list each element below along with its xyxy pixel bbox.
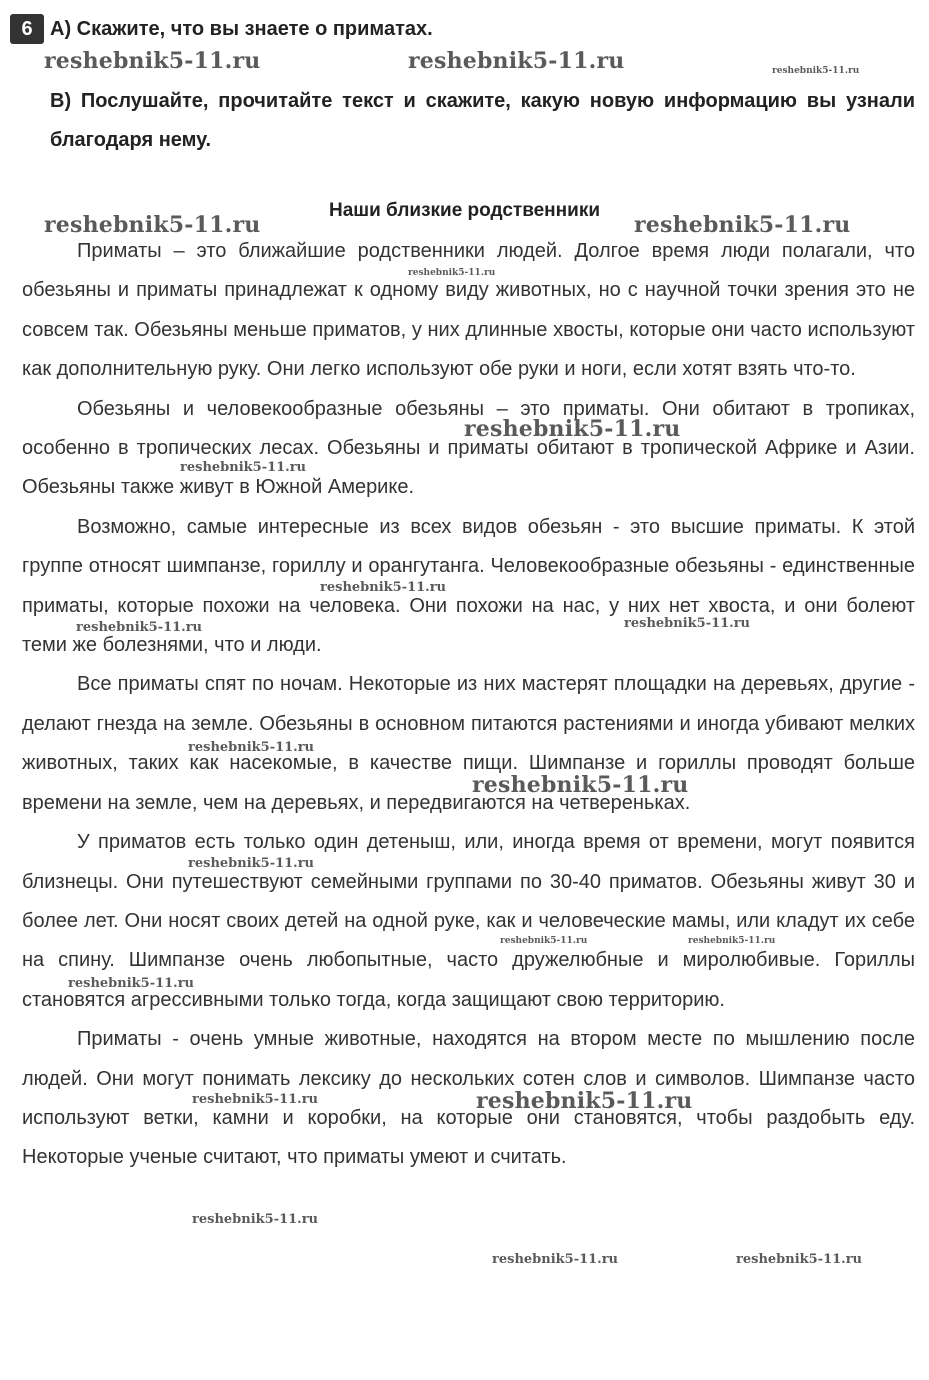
watermark: reshebnik5-11.ru: [472, 772, 689, 798]
watermark: reshebnik5-11.ru: [68, 976, 195, 991]
paragraph-4: Все приматы спят по ночам. Некоторые из них мастерят площадки на деревьях, другие - делают гнезда на земле. Обезьяны в основном питаются растениями и иногда убивают мелких животных, таких как насекомые, в качестве пищи. Шимпанзе и гориллы проводят больше времени на земле, чем на деревьях, и передвигаются на четвереньках.: [22, 673, 915, 814]
watermark: reshebnik5-11.ru: [408, 48, 625, 74]
watermark: reshebnik5-11.ru: [688, 936, 776, 946]
watermark: reshebnik5-11.ru: [320, 580, 447, 595]
watermark: reshebnik5-11.ru: [772, 66, 860, 76]
task-a-heading: A) Скажите, что вы знаете о приматах.: [50, 18, 433, 40]
paragraph-3: Возможно, самые интересные из всех видов обезьян - это высшие приматы. К этой группе относят шимпанзе, гориллу и орангутанга. Человекообразные обезьяны - единственные приматы, которые похожи на человека. Они похожи на нас, у них нет хвоста, и они болеют теми же болезнями, что и люди.: [22, 515, 915, 657]
watermark: reshebnik5-11.ru: [188, 740, 315, 755]
watermark: reshebnik5-11.ru: [736, 1252, 863, 1267]
article-body: [22, 232, 915, 1178]
watermark: reshebnik5-11.ru: [408, 268, 496, 278]
watermark: reshebnik5-11.ru: [624, 616, 751, 631]
watermark: reshebnik5-11.ru: [492, 1252, 619, 1267]
watermark: reshebnik5-11.ru: [634, 212, 851, 238]
watermark: reshebnik5-11.ru: [192, 1092, 319, 1107]
paragraph-6: Приматы - очень умные животные, находятся на втором месте по мышлению после людей. Они могут понимать лексику до нескольких сотен слов и символов. Шимпанзе часто используют ветки, камни и коробки, на которые они становятся, чтобы раздобыть еду. Некоторые ученые считают, что приматы умеют и считать.: [22, 1028, 915, 1169]
watermark: reshebnik5-11.ru: [44, 212, 261, 238]
task-b-heading: B) Послушайте, прочитайте текст и скажите, какую новую информацию вы узнали благодаря нему.: [50, 90, 915, 151]
exercise-number-badge: 6: [10, 14, 44, 44]
paragraph-1: Приматы – это ближайшие родственники людей. Долгое время люди полагали, что обезьяны и приматы принадлежат к одному виду животных, но с научной точки зрения это не совсем так. Обезьяны меньше приматов, у них длинные хвосты, которые они часто используют как дополнительную руку. Они легко используют обе руки и ноги, если хотят взять что-то.: [22, 240, 915, 381]
article-title: Наши близкие родственники: [328, 200, 601, 221]
watermark: reshebnik5-11.ru: [464, 416, 681, 442]
watermark: reshebnik5-11.ru: [192, 1212, 319, 1227]
watermark: reshebnik5-11.ru: [180, 460, 307, 475]
watermark: reshebnik5-11.ru: [476, 1088, 693, 1114]
watermark: reshebnik5-11.ru: [76, 620, 203, 635]
paragraph-2: Обезьяны и человекообразные обезьяны – это приматы. Они обитают в тропиках, особенно в тропических лесах. Обезьяны и приматы обитают в тропической Африке и Азии. Обезьяны также живут в Южной Америке.: [22, 397, 915, 499]
paragraph-5: У приматов есть только один детеныш, или, иногда время от времени, могут появится близнецы. Они путешествуют семейными группами по 30-40 приматов. Обезьяны живут 30 и более лет. Они носят своих детей на одной руке, как и человеческие мамы, или кладут их себе на спину. Шимпанзе очень любопытные, часто дружелюбные и миролюбивые. Гориллы становятся агрессивными только тогда, когда защищают свою территорию.: [22, 831, 915, 1011]
watermark: reshebnik5-11.ru: [188, 856, 315, 871]
watermark: reshebnik5-11.ru: [500, 936, 588, 946]
watermark: reshebnik5-11.ru: [44, 48, 261, 74]
